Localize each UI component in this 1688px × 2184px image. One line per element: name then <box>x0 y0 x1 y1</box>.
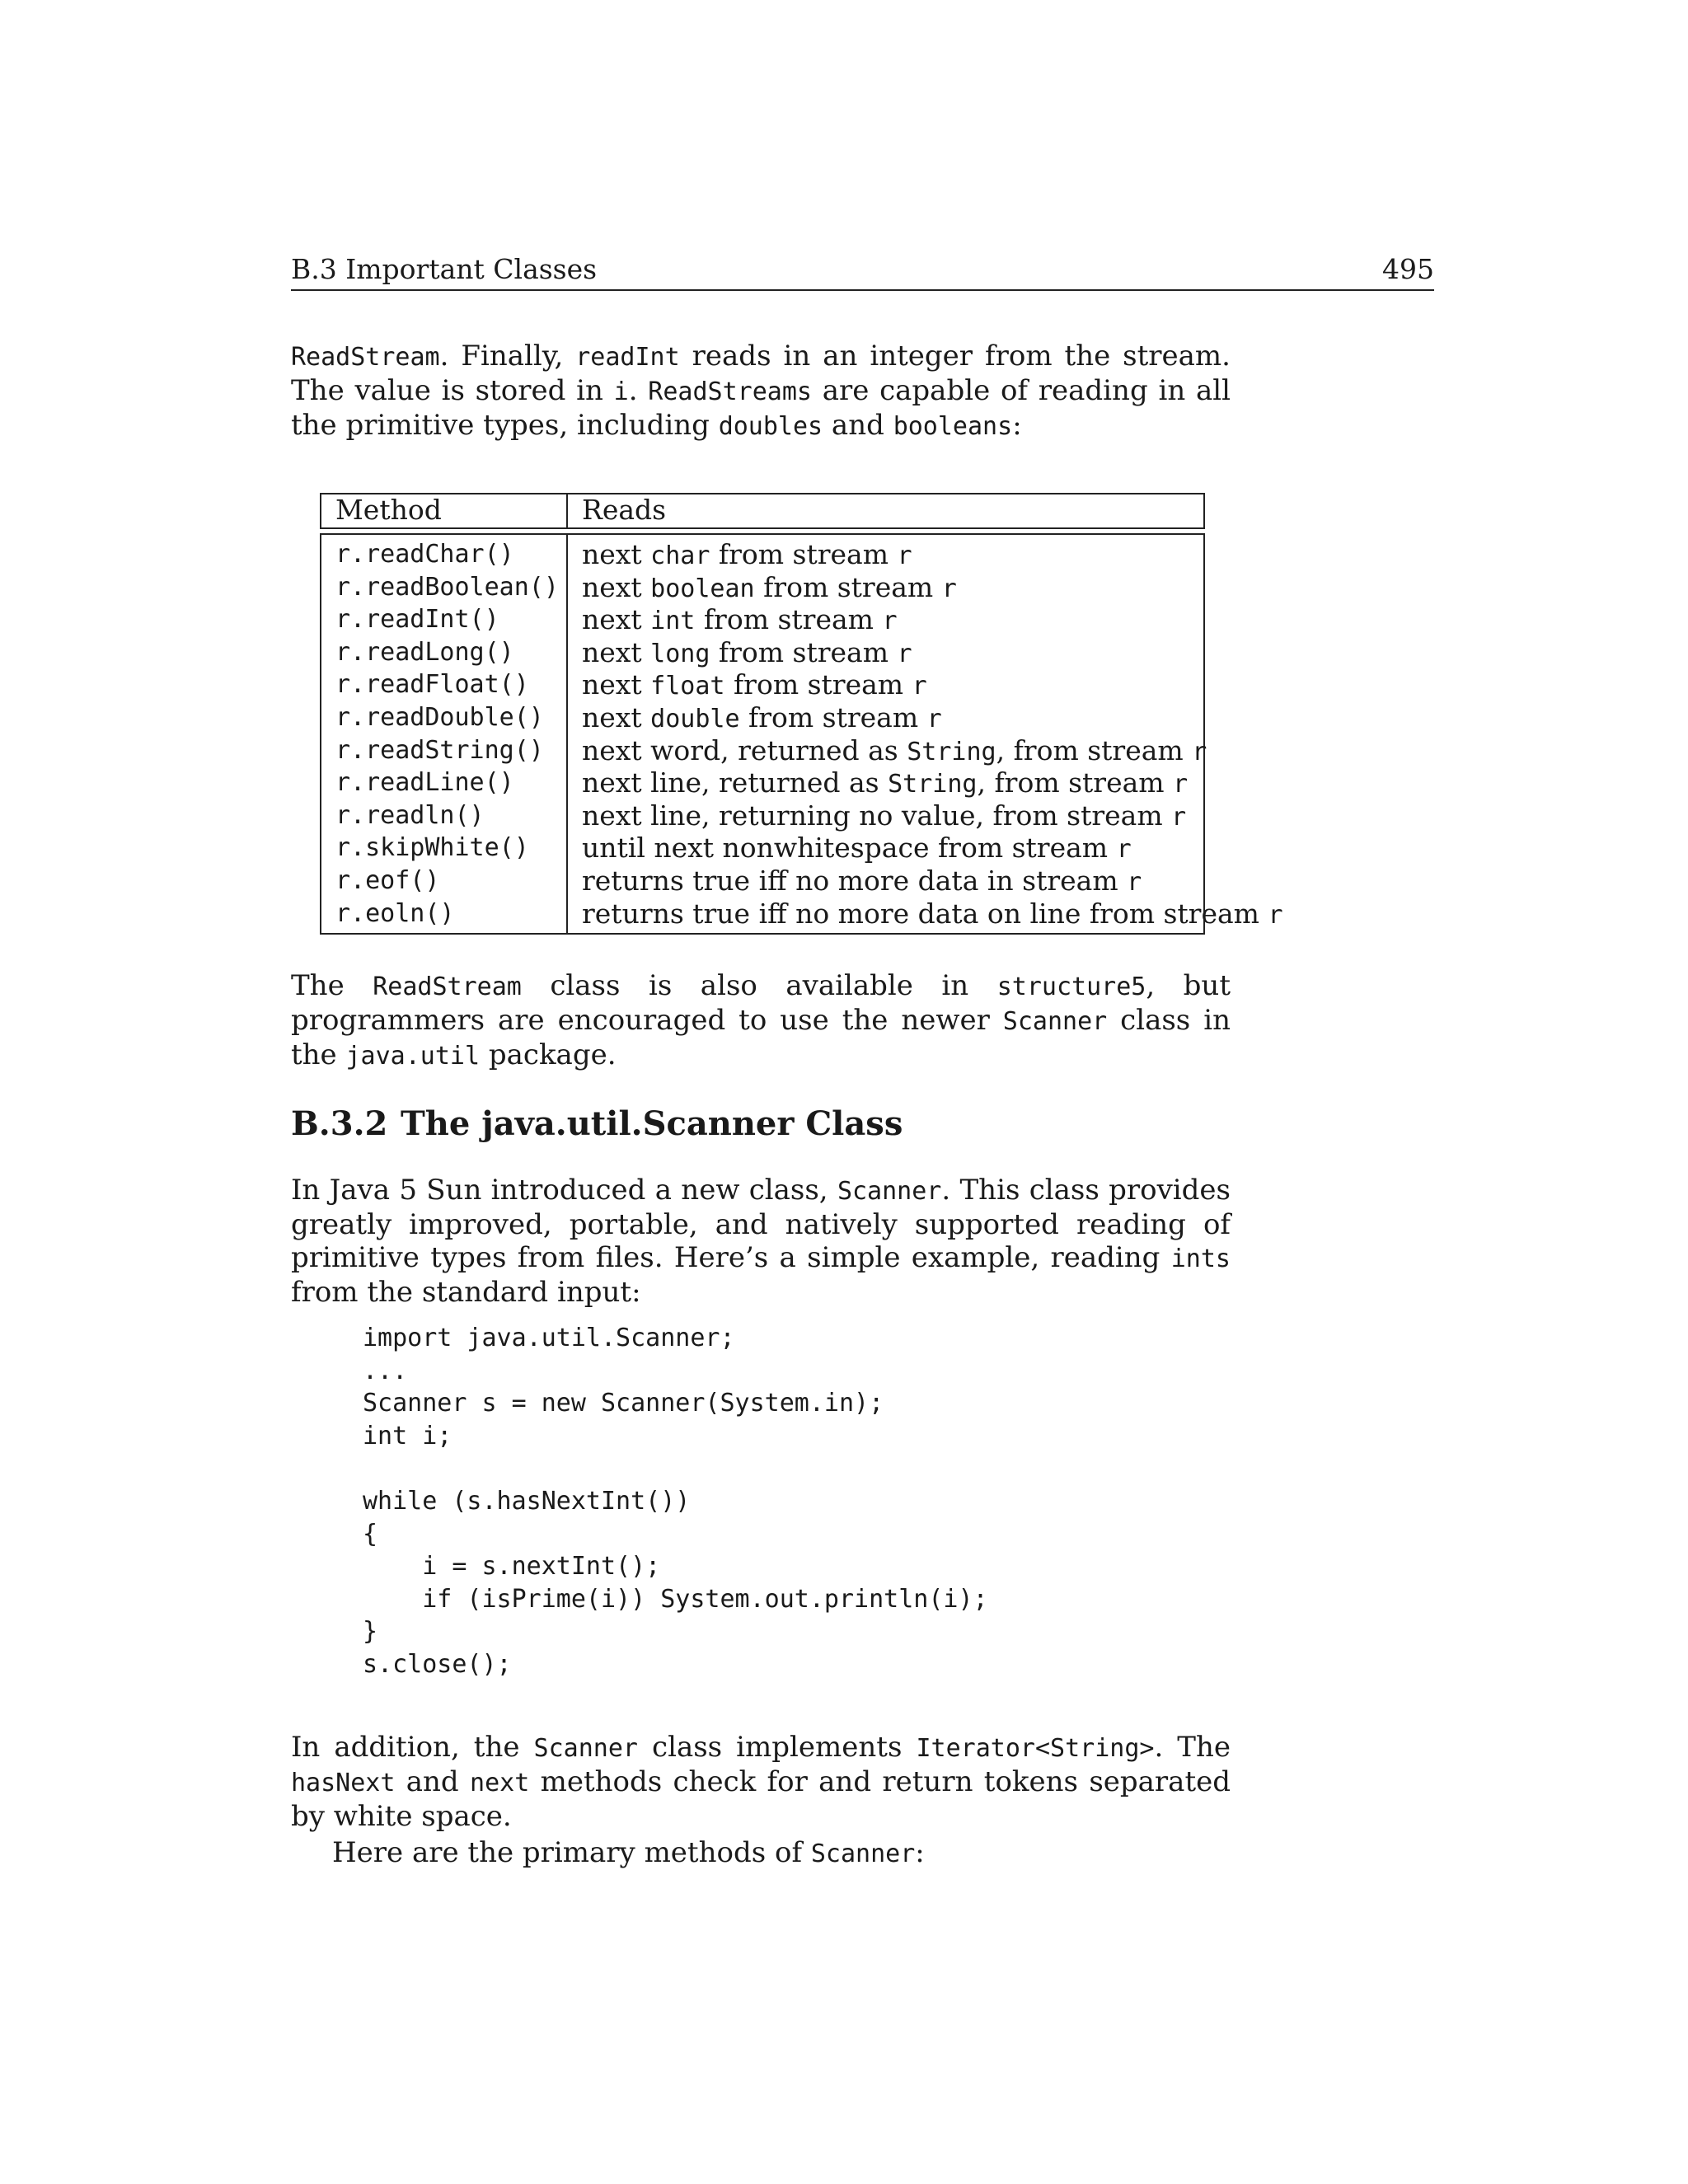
primary-methods-line: Here are the primary methods of Scanner: <box>332 1836 925 1869</box>
reads-cell: next char from stream r <box>582 538 912 570</box>
readstream-note-paragraph: The ReadStream class is also available in structure5, but programmers are encouraged to use the newer Scanner class in the java.util package. <box>291 969 1231 1071</box>
reads-cell: next word, returned as String, from stream r <box>582 733 1207 766</box>
reads-cell: next float from stream r <box>582 668 927 701</box>
table-row <box>321 733 1207 767</box>
table-row <box>321 571 1203 604</box>
table-row <box>321 538 1203 571</box>
reads-cell: next boolean from stream r <box>582 570 957 603</box>
readstream-methods-table <box>320 493 1283 935</box>
method-cell: r.readChar() <box>335 540 514 569</box>
method-cell: r.readln() <box>335 800 485 830</box>
intro-paragraph: ReadStream. Finally, readInt reads in an integer from the stream. The value is stored in i. ReadStreams are capable of reading in all the primitive types, including doubles and booleans: <box>291 340 1231 442</box>
table-row <box>321 799 1203 832</box>
reads-cell: next line, returning no value, from stream r <box>582 799 1187 832</box>
method-cell: r.readLine() <box>335 768 514 798</box>
code-line: s.close(); <box>363 1649 512 1679</box>
table-row <box>321 701 1203 734</box>
code-line: while (s.hasNextInt()) <box>363 1486 691 1516</box>
method-cell: r.readString() <box>335 735 544 765</box>
method-cell: r.eoln() <box>335 898 455 928</box>
method-cell: r.eof() <box>335 865 440 895</box>
code-line: i = s.nextInt(); <box>363 1552 661 1582</box>
header-section-title: B.3 Important Classes <box>291 253 598 285</box>
header-reads: Reads <box>582 494 667 526</box>
table-row <box>321 668 1203 701</box>
table-header-row <box>321 494 1203 527</box>
header-method: Method <box>335 494 442 526</box>
section-title: The java.util.Scanner Class <box>401 1104 903 1143</box>
code-line: Scanner s = new Scanner(System.in); <box>363 1389 884 1418</box>
section-number: B.3.2 <box>291 1104 388 1143</box>
table-row <box>321 636 1203 669</box>
code-line: if (isPrime(i)) System.out.println(i); <box>363 1584 988 1614</box>
section-heading <box>291 1104 903 1143</box>
running-header <box>291 251 1434 291</box>
table-row <box>321 897 1283 930</box>
code-line: import java.util.Scanner; <box>363 1324 735 1352</box>
table-row <box>321 865 1203 898</box>
table-row <box>321 766 1203 799</box>
method-cell: r.readInt() <box>335 605 499 635</box>
table-row <box>321 603 1203 636</box>
code-line <box>363 1452 988 1485</box>
method-cell: r.skipWhite() <box>335 833 529 863</box>
code-line: ... <box>363 1356 408 1385</box>
iterator-paragraph: In addition, the Scanner class implements Iterator<String>. The hasNext and next methods check for and return tokens separated by white space. Here are the primary methods of Scanner: <box>291 1731 1231 1869</box>
scanner-intro-paragraph: In Java 5 Sun introduced a new class, Scanner. This class provides greatly improved, portable, and natively supported reading of primitive types from files. Here’s a simple example, reading ints from the standard input: <box>291 1174 1231 1309</box>
scanner-code-example <box>363 1322 988 1681</box>
method-cell: r.readLong() <box>335 637 514 667</box>
table-header <box>320 493 1205 529</box>
reads-cell: next double from stream r <box>582 701 942 733</box>
reads-cell: returns true iff no more data on line from stream r <box>582 897 1283 930</box>
code-line: } <box>363 1617 378 1647</box>
method-cell: r.readBoolean() <box>335 572 559 602</box>
code-line: int i; <box>363 1421 452 1451</box>
page-number: 495 <box>1382 253 1434 285</box>
table-row <box>321 832 1203 865</box>
reads-cell: until next nonwhitespace from stream r <box>582 832 1132 865</box>
reads-cell: next line, returned as String, from stream r <box>582 766 1189 799</box>
code-line: { <box>363 1519 378 1549</box>
method-cell: r.readDouble() <box>335 702 544 732</box>
reads-cell: next long from stream r <box>582 635 912 668</box>
table-body <box>320 533 1283 935</box>
reads-cell: returns true iff no more data in stream r <box>582 864 1142 897</box>
reads-cell: next int from stream r <box>582 603 898 636</box>
method-cell: r.readFloat() <box>335 670 529 700</box>
